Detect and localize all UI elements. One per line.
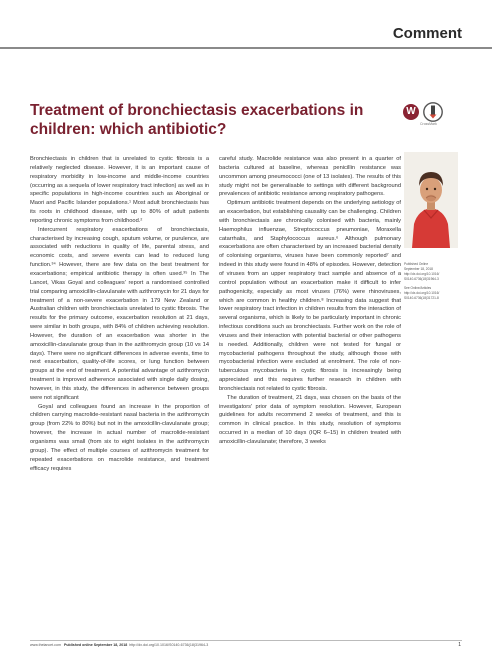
right-column [219,155,401,447]
footer-site[interactable]: www.thelancet.com [30,643,61,647]
open-access-badge-icon: W [403,104,419,120]
doi-link[interactable]: http://dx.doi.org/10.1016/ [404,272,440,276]
crossmark-label: CrossMark [420,122,437,126]
doi-link-suffix[interactable]: S0140-6736(18)31964-3 [404,277,439,281]
article-badges [403,102,463,132]
paragraph: careful study. Macrolide resistance was also present in a quarter of bacteria cultured at baseline, whereas penicillin resistance was uncommon among pneumococci (one of 13 isolates). The results of this study might not be generalisable to settings with different background prevalences of antibiotic resistance among respiratory pathogens. [219,156,401,198]
footer-doi[interactable]: http://dx.doi.org/10.1016/S0140-6736(18)31964-3 [129,643,209,647]
footer-divider [30,640,462,641]
child-photo [404,152,458,248]
header-divider [0,47,492,49]
related-doi-suffix[interactable]: S0140-6736(18)31721-8 [404,296,439,300]
paragraph: The duration of treatment, 21 days, was chosen on the basis of the investigators' prior data of symptom resolution. However, European guidelines for adults recommend 2 weeks of treatment, and this is common in clinical practice. In this study, resolution of symptoms occurred in a median of 10 days (IQR 6–15) in children treated with amoxicillin-clavulanate; therefore, 3 weeks [219,394,401,445]
paragraph: Goyal and colleagues found an increase in the proportion of children carrying macrolide-resistant nasal bacteria in the azithromycin group (from 22% to 80%) but not in the amoxicillin-clavulanate group; however, the increase in actual number of macrolide-resistant organisms was small (from six to eight isolates in the azithromycin group). The effect of multiple courses of azithromycin treatment for repeated exacerbations on macrolide resistance, and treatment efficacy requires [30,403,209,472]
published-label: Published Online [404,262,429,266]
article-title: Treatment of bronchiectasis exacerbations in children: which antibiotic? [30,102,364,138]
paragraph: Bronchiectasis in children that is unrelated to cystic fibrosis is a relatively neglected disease. However, it is an important cause of respiratory morbidity in low-income and middle-income countries (occurring as a sequela of lower respiratory tract infection) as well as in specific populations in high-income countries such as Aboriginal or Maori and Pacific Islander populations.¹ Most adult bronchiectasis has its roots in childhood disease, with up to 80% of adult patients reporting chronic symptoms from childhood.² [30,156,209,224]
footer-published: Published online September 18, 2018 [63,643,128,647]
left-column [30,155,209,473]
paragraph: Intercurrent respiratory exacerbations of bronchiectasis, characterised by increasing cough, sputum volume, or purulence, are associated with reductions in quality of life, parental stress, and economic costs, and severe events can lead to reduced lung function.³⁴ However, there are few data on the best treatment for exacerbations; empirical antibiotic therapy is often used.³⁵ In The Lancet, Vikas Goyal and colleagues' report a randomised controlled trial comparing amoxicillin-clavulanate with azithromycin for 21 days for treatment of a non-severe exacerbation in 179 New Zealand or Australian children with bronchiectasis unrelated to cystic fibrosis. The results for the primary outcome, exacerbation resolution at 21 days, were similar in both groups, with 84% of children achieving resolution. However, the duration of an exacerbation was shorter in the amoxicillin-clavulanate group than in the azithromycin group (10 vs 14 days). There were no significant differences in adverse events, time to next exacerbation, quality-of-life scores, or lung function between groups at the end of treatment. A potential advantage of azithromycin treatment is improved adherence associated with single daily dosing, however, in this study, the differences in adherence between groups were not significant [30,226,209,401]
crossmark-icon[interactable] [423,102,443,122]
published-date: September 18, 2018 [404,267,433,271]
publication-sidebar [404,262,460,301]
section-label: Comment [392,25,462,42]
see-online-label: See Online/Articles [404,286,432,290]
page-footer [30,643,208,647]
related-doi-link[interactable]: http://dx.doi.org/10.1016/ [404,291,440,295]
paragraph: Optimum antibiotic treatment depends on the underlying aetiology of an exacerbation, but establishing causality can be challenging. Children with bronchiectasis are chronically colonised with bacteria, mainly Haemophilus influenzae, Streptococcus pneumoniae, Moraxella catarrhalis, and Staphylococcus aureus.⁶ Although pulmonary exacerbations are often characterised by an increased bacterial density of colonising organisms, viruses have been commonly reported⁷ and indeed in this study were found in 48% of episodes. However, detection of viruses from an upper respiratory tract sample and absence of a control population without an exacerbation make it difficult to infer pathogenicity, especially as most viruses (76%) were rhinoviruses, which are common in healthy children.⁸ Increasing data suggest that lower respiratory tract infection in children results from the interaction of several organisms, which is likely to be particularly important in chronic infectious conditions such as bronchiectasis. Further work on the role of viruses and their interaction with potential bacterial or other pathogens is needed. Additionally, children were not tested for fungal or mycobacterial pathogens throughout the study, although those with mycobacterial infection were excluded at enrolment. The role of non-tuberculous mycobacteria in cystic fibrosis is increasingly being appreciated and this requires further research in children with bronchiectasis not related to cystic fibrosis. [219,200,401,392]
page-number: 1 [458,642,461,648]
